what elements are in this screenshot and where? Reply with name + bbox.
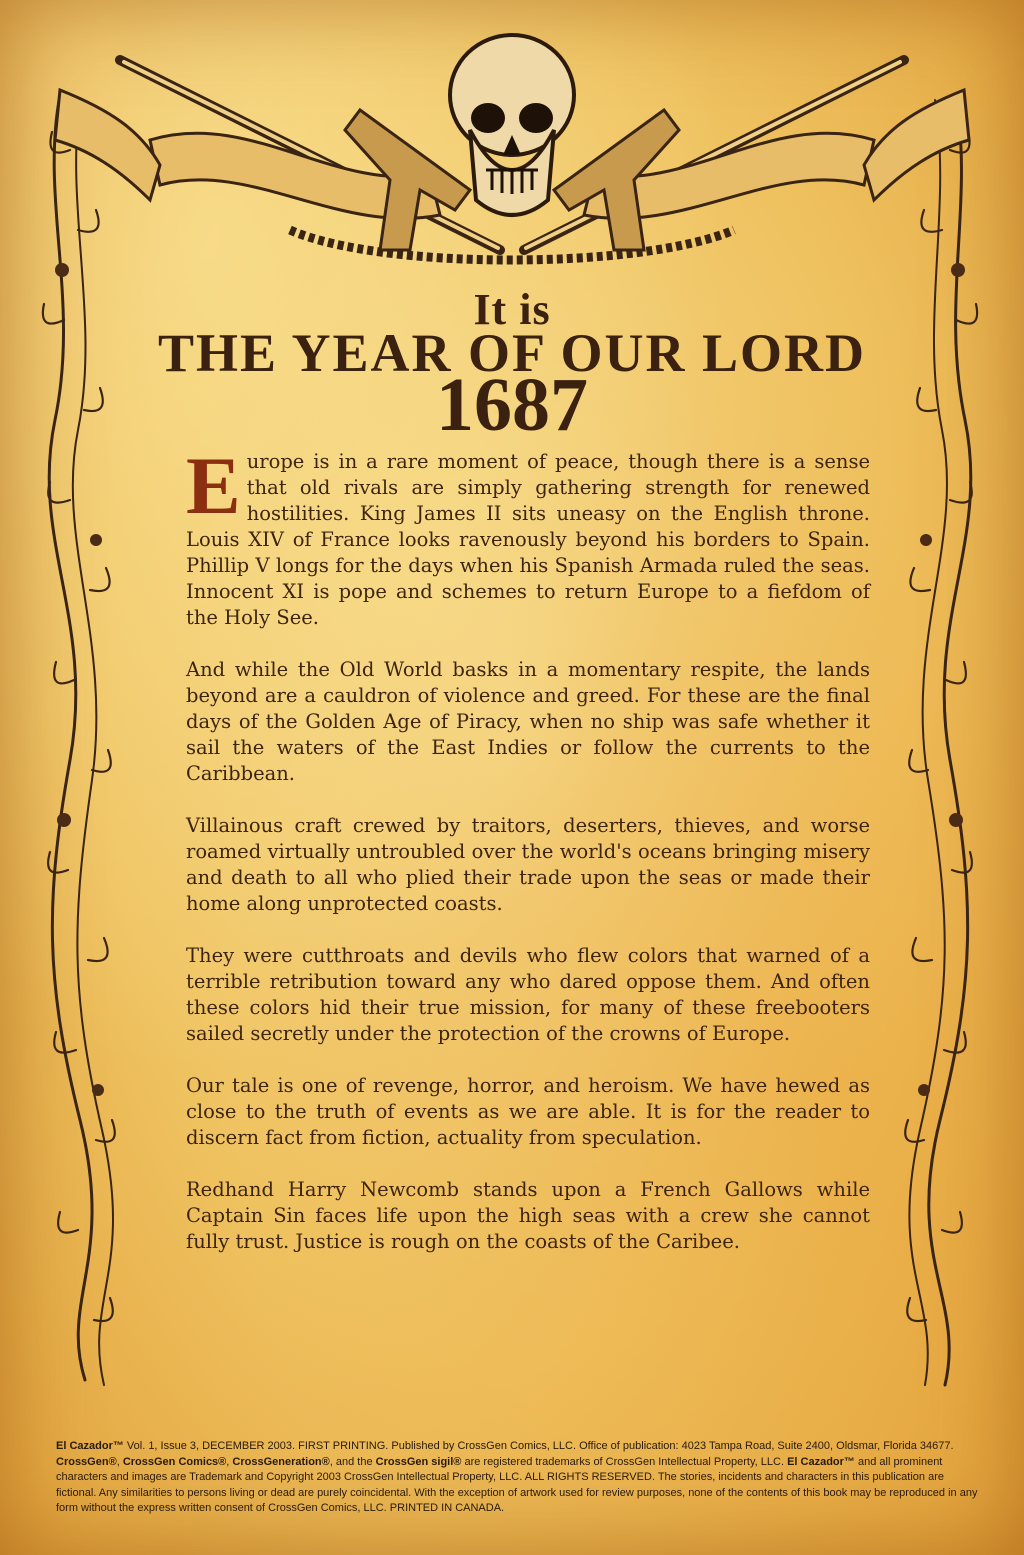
legal-sep-1: , [116,1455,123,1468]
legal-brand-3: CrossGeneration® [232,1455,330,1468]
legal-brand-1: CrossGen® [56,1455,117,1468]
heading-year-number: 1687 [436,363,588,447]
legal-title: El Cazador™ [56,1440,124,1452]
legal-title-2: El Cazador™ [787,1455,855,1468]
legal-text-1: Vol. 1, Issue 3, DECEMBER 2003. FIRST PRINTING. Published by CrossGen Comics, LLC. Office of publication: 4023 Tampa Road, Suite 2400, Oldsmar, Florida 34677. [123,1440,954,1452]
paragraph-1-text: urope is in a rare moment of peace, though there is a sense that old rivals are simply gathering strength for renewed hostilities. King James II sits uneasy on the English throne. Louis XIV of France looks ravenously beyond his borders to Spain. Phillip V longs for the days when his Spanish Armada ruled the seas. Innocent XI is pope and schemes to return Europe to a fiefdom of the Holy See. [186,450,870,629]
legal-text-3: are registered trademarks of CrossGen Intellectual Property, LLC. [461,1455,788,1468]
paragraph-5: Our tale is one of revenge, horror, and heroism. We have hewed as close to the truth of events as we are able. It is for the reader to discern fact from fiction, actuality from speculation. [186,1074,870,1149]
paragraph-1 [186,440,870,631]
legal-text-2: , and the [329,1455,376,1468]
legal-brand-4: CrossGen sigil® [375,1455,462,1468]
story-introduction [186,440,870,1281]
legal-indicia [56,1439,986,1517]
drop-cap: E [186,440,241,531]
paragraph-6: Redhand Harry Newcomb stands upon a French Gallows while Captain Sin faces life upon the high seas with a crew she cannot fully trust. Justice is rough on the coasts of the Caribee. [186,1178,870,1253]
paragraph-3: Villainous craft crewed by traitors, deserters, thieves, and worse roamed virtually untroubled over the world's oceans bringing misery and death to all who plied their trade upon the seas or made their home along unprotected coasts. [186,814,870,915]
skull-crest-icon [55,35,969,260]
paragraph-2: And while the Old World basks in a momentary respite, the lands beyond are a cauldron of violence and greed. For these are the final days of the Golden Age of Piracy, when no ship was safe whether it sail the waters of the East Indies or follow the currents to the Caribbean. [186,658,870,785]
legal-text-4: and all prominent characters and images are Trademark and Copyright 2003 CrossGen Intellectual Property, LLC. ALL RIGHTS RESERVED. The stories, incidents and characters in this publication are fictional. Any similarities to persons living or dead are purely coincidental. With the exception of artwork used for review purposes, none of the contents of this book may be reproduced in any form without the express written consent of CrossGen Comics, LLC. PRINTED IN CANADA. [56,1455,978,1514]
legal-sep-2: , [226,1455,233,1468]
heading-it-is: It is [473,285,551,334]
legal-brand-2: CrossGen Comics® [122,1455,227,1468]
heading-year-of-our-lord: THE YEAR OF OUR LORD [157,323,867,383]
paragraph-4: They were cutthroats and devils who flew colors that warned of a terrible retribution toward any who dared oppose them. And often these colors hid their true mission, for many of these freebooters sailed secretly under the protection of the crowns of Europe. [186,944,870,1045]
